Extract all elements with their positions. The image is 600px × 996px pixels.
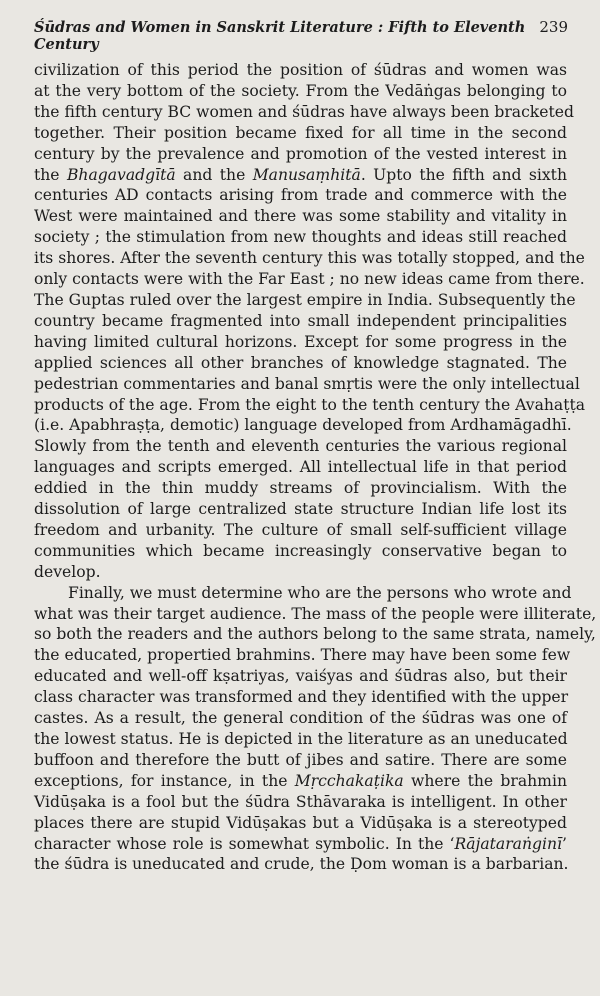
text-segment: pedestrian commentaries and banal smṛtis were the only intellectual bbox=[34, 374, 580, 393]
text-segment: West were maintained and there was some stability and vitality in bbox=[34, 207, 567, 226]
text-line bbox=[34, 248, 585, 269]
text-segment: together. Their position became fixed for all time in the second bbox=[34, 123, 567, 142]
page-number: 239 bbox=[539, 18, 568, 36]
text-segment: applied sciences all other branches of knowledge stagnated. The bbox=[34, 353, 567, 372]
text-segment: having limited cultural horizons. Except for some progress in the bbox=[34, 332, 567, 351]
italic-title: Bhagavadgītā bbox=[66, 165, 176, 184]
text-segment: Finally, we must determine who are the persons who wrote and bbox=[68, 583, 572, 602]
text-line bbox=[34, 415, 572, 436]
text-line bbox=[34, 834, 567, 855]
text-line bbox=[34, 687, 567, 708]
text-line bbox=[34, 499, 567, 520]
text-line bbox=[34, 269, 585, 290]
text-line bbox=[34, 311, 567, 332]
text-segment: what was their target audience. The mass of the people were illiterate, bbox=[34, 604, 597, 623]
text-line bbox=[34, 353, 567, 374]
text-line bbox=[34, 750, 567, 771]
text-line bbox=[34, 478, 567, 499]
text-line bbox=[34, 771, 567, 792]
text-segment: the fifth century BC women and śūdras have always been bracketed bbox=[34, 102, 574, 121]
text-segment: products of the age. From the eight to the tenth century the Avahaṭṭa bbox=[34, 395, 586, 414]
text-segment: (i.e. Apabhraṣṭa, demotic) language developed from Ardhamāgadhī. bbox=[34, 416, 572, 435]
text-segment: The Guptas ruled over the largest empire in India. Subsequently the bbox=[34, 290, 576, 309]
text-segment: educated and well-off kṣatriyas, vaiśyas and śūdras also, but their bbox=[34, 667, 567, 686]
text-segment: only contacts were with the Far East ; no new ideas came from there. bbox=[34, 270, 585, 289]
text-line bbox=[34, 457, 567, 478]
text-segment: develop. bbox=[34, 562, 101, 581]
text-segment: the educated, propertied brahmins. There may have been some few bbox=[34, 646, 571, 665]
text-segment: class character was transformed and they identified with the upper bbox=[34, 688, 569, 707]
text-line bbox=[34, 123, 567, 144]
text-line bbox=[34, 645, 571, 666]
text-line bbox=[34, 60, 567, 81]
text-line bbox=[34, 332, 567, 353]
text-line bbox=[34, 144, 567, 165]
text-line bbox=[34, 165, 567, 186]
text-segment: the śūdra is uneducated and crude, the Ḍom woman is a barbarian. bbox=[34, 855, 569, 874]
text-segment: country became fragmented into small independent principalities bbox=[34, 311, 567, 330]
running-head-title: Śūdras and Women in Sanskrit Literature : Fifth to Eleventh Century bbox=[34, 19, 526, 53]
body-text bbox=[34, 60, 597, 875]
text-segment: exceptions, for instance, in the bbox=[34, 771, 295, 790]
italic-title: Mṛcchakaṭika bbox=[294, 771, 404, 790]
text-line bbox=[34, 206, 567, 227]
text-segment: places there are stupid Vidūṣakas but a Vidūṣaka is a stereotyped bbox=[34, 813, 567, 832]
text-segment: century by the prevalence and promotion of the vested interest in bbox=[34, 144, 567, 163]
text-line bbox=[34, 604, 597, 625]
text-segment: languages and scripts emerged. All intellectual life in that period bbox=[34, 458, 567, 477]
text-segment: communities which became increasingly conservative began to bbox=[34, 541, 567, 560]
italic-title: Manusaṃhitā bbox=[252, 165, 361, 184]
text-line bbox=[34, 854, 567, 875]
text-segment: eddied in the thin muddy streams of provincialism. With the bbox=[34, 479, 567, 498]
text-segment: character whose role is somewhat symbolic. In the ‘ bbox=[34, 834, 455, 853]
text-segment: centuries AD contacts arising from trade and commerce with the bbox=[34, 186, 567, 205]
text-segment: the lowest status. He is depicted in the literature as an uneducated bbox=[34, 730, 568, 748]
running-head bbox=[34, 18, 568, 53]
text-line bbox=[34, 395, 586, 416]
text-segment: buffoon and therefore the butt of jibes and satire. There are some bbox=[34, 750, 567, 769]
text-line bbox=[34, 185, 567, 206]
text-segment: so both the readers and the authors belong to the same strata, namely, bbox=[34, 625, 596, 644]
text-segment: and the bbox=[175, 165, 253, 184]
text-line bbox=[34, 729, 567, 750]
italic-title: Rājataraṅginī bbox=[454, 834, 563, 853]
text-segment: castes. As a result, the general condition of the śūdras was one of bbox=[34, 709, 567, 728]
text-line bbox=[34, 436, 567, 457]
text-line bbox=[34, 374, 580, 395]
text-segment: its shores. After the seventh century this was totally stopped, and the bbox=[34, 249, 585, 268]
text-line bbox=[34, 624, 596, 645]
text-line bbox=[34, 562, 567, 583]
text-line bbox=[34, 81, 567, 102]
text-line bbox=[34, 102, 574, 123]
text-segment: the bbox=[34, 165, 67, 184]
text-segment: Vidūṣaka is a fool but the śūdra Sthāvaraka is intelligent. In other bbox=[34, 792, 567, 811]
text-segment: at the very bottom of the society. From the Vedāṅgas belonging to bbox=[34, 81, 567, 100]
text-segment: freedom and urbanity. The culture of small self-sufficient village bbox=[34, 520, 567, 539]
text-line bbox=[34, 227, 567, 248]
text-line bbox=[34, 792, 567, 813]
text-line bbox=[34, 541, 567, 562]
text-segment: . Upto the fifth and sixth bbox=[360, 165, 567, 184]
text-line bbox=[34, 708, 567, 729]
text-segment: dissolution of large centralized state structure Indian life lost its bbox=[34, 500, 567, 519]
text-line bbox=[34, 290, 576, 311]
text-segment: civilization of this period the position of śūdras and women was bbox=[34, 61, 567, 79]
text-line bbox=[34, 813, 567, 834]
text-segment: society ; the stimulation from new thoughts and ideas still reached bbox=[34, 228, 567, 247]
text-line bbox=[34, 520, 567, 541]
text-line bbox=[34, 666, 567, 687]
text-segment: where the brahmin bbox=[403, 771, 567, 790]
text-segment: Slowly from the tenth and eleventh centuries the various regional bbox=[34, 437, 567, 456]
text-segment: ’ bbox=[562, 834, 567, 853]
text-line bbox=[34, 583, 572, 604]
